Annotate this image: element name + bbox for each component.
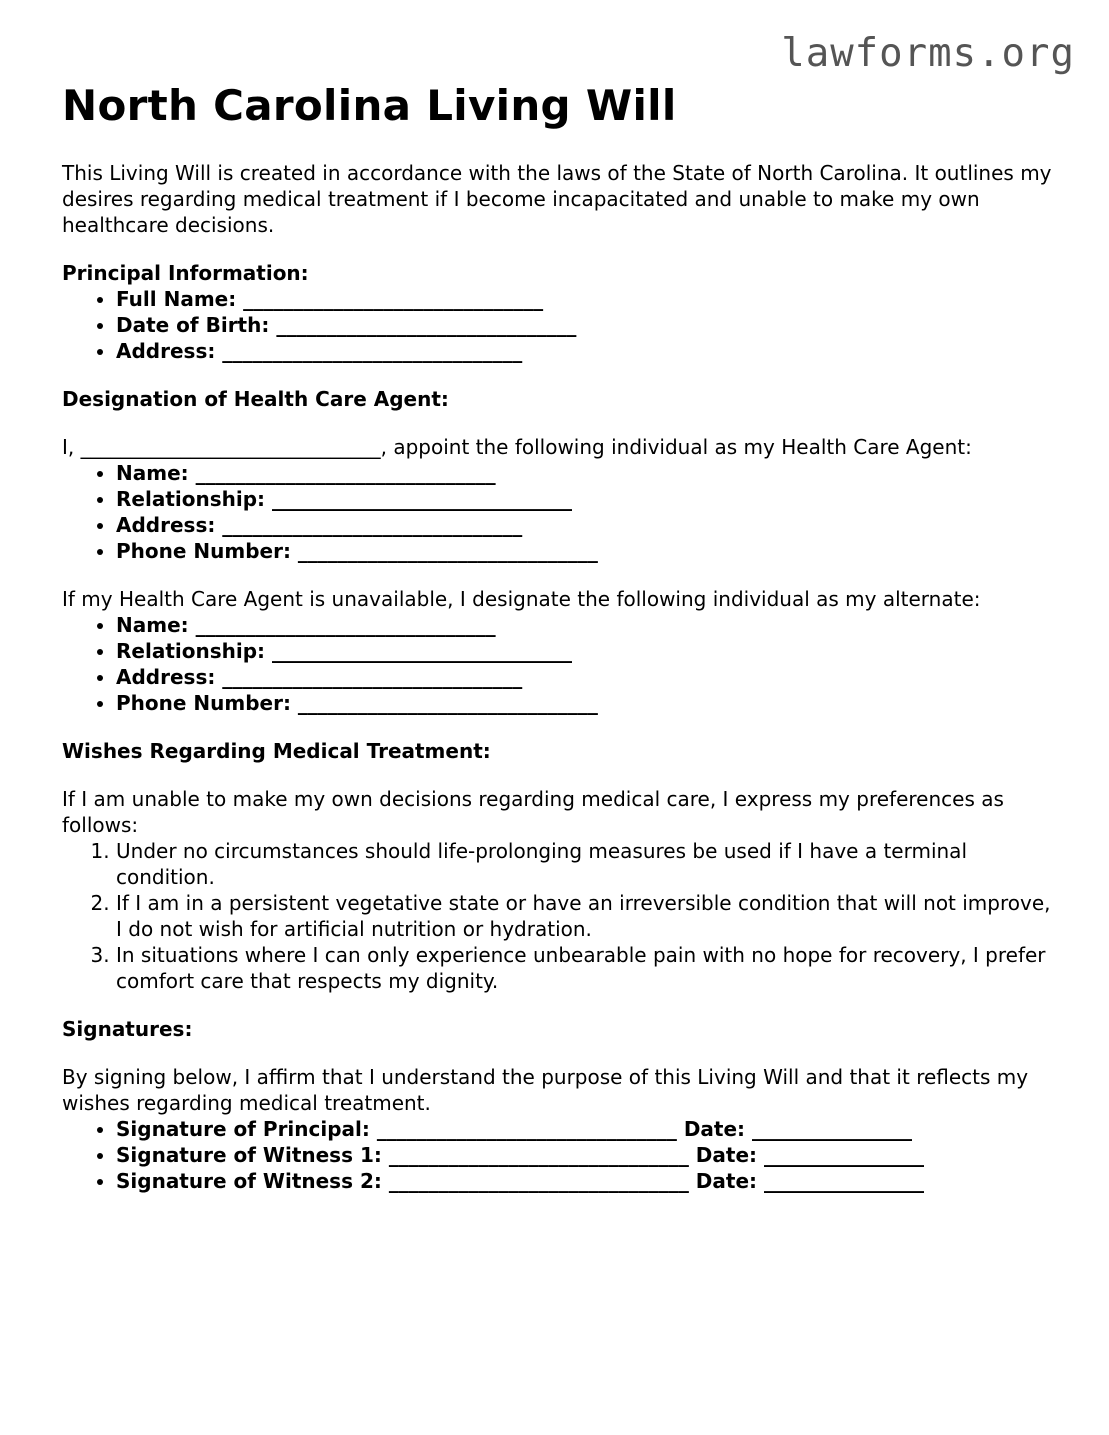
- intro-paragraph: This Living Will is created in accordance with the laws of the State of North Carolina. It outlines my desires regarding medical treatment if I become incapacitated and unable to make my own healthcare decisions.: [62, 161, 1052, 237]
- alternate-name-field: • Name: ______________________________: [116, 612, 1052, 638]
- principal-signature-field: • Signature of Principal: ______________________________ Date: ________________: [116, 1116, 1052, 1142]
- witness-2-signature-field: • Signature of Witness 2: ______________________________ Date: ________________: [116, 1168, 1052, 1194]
- agent-address-field: • Address: ______________________________: [116, 512, 1052, 538]
- agent-relationship-field: • Relationship: ______________________________: [116, 486, 1052, 512]
- witness-1-signature-field: • Signature of Witness 1: ______________________________ Date: ________________: [116, 1142, 1052, 1168]
- alternate-address-field: • Address: ______________________________: [116, 664, 1052, 690]
- alternate-relationship-field: • Relationship: ______________________________: [116, 638, 1052, 664]
- wish-item: 1. Under no circumstances should life-prolonging measures be used if I have a terminal condition.: [116, 838, 1052, 890]
- principal-full-name-field: • Full Name: ______________________________: [116, 286, 1052, 312]
- alternate-fields: [62, 612, 1052, 716]
- principal-dob-field: • Date of Birth: ______________________________: [116, 312, 1052, 338]
- wishes-list: [62, 838, 1052, 994]
- document-page: [62, 78, 1052, 1194]
- site-watermark: lawforms.org: [781, 31, 1075, 76]
- wishes-heading: Wishes Regarding Medical Treatment:: [62, 739, 491, 763]
- signatures-heading: Signatures:: [62, 1017, 193, 1041]
- agent-phone-field: • Phone Number: ______________________________: [116, 538, 1052, 564]
- wishes-statement: If I am unable to make my own decisions regarding medical care, I express my preferences as follows:: [62, 787, 1004, 837]
- agent-name-field: • Name: ______________________________: [116, 460, 1052, 486]
- agent-heading: Designation of Health Care Agent:: [62, 387, 449, 411]
- principal-fields: [62, 286, 1052, 364]
- signature-fields: [62, 1116, 1052, 1194]
- wish-item: 2. If I am in a persistent vegetative state or have an irreversible condition that will not improve, I do not wish for artificial nutrition or hydration.: [116, 890, 1052, 942]
- principal-heading: Principal Information:: [62, 261, 309, 285]
- principal-address-field: • Address: ______________________________: [116, 338, 1052, 364]
- agent-statement: I, ______________________________, appoint the following individual as my Health Care Agent:: [62, 435, 972, 459]
- agent-fields: [62, 460, 1052, 564]
- signatures-statement: By signing below, I affirm that I understand the purpose of this Living Will and that it reflects my wishes regarding medical treatment.: [62, 1065, 1029, 1115]
- alternate-statement: If my Health Care Agent is unavailable, I designate the following individual as my alternate:: [62, 587, 981, 611]
- wish-item: 3. In situations where I can only experience unbearable pain with no hope for recovery, I prefer comfort care that respects my dignity.: [116, 942, 1052, 994]
- page-title: North Carolina Living Will: [62, 81, 677, 130]
- alternate-phone-field: • Phone Number: ______________________________: [116, 690, 1052, 716]
